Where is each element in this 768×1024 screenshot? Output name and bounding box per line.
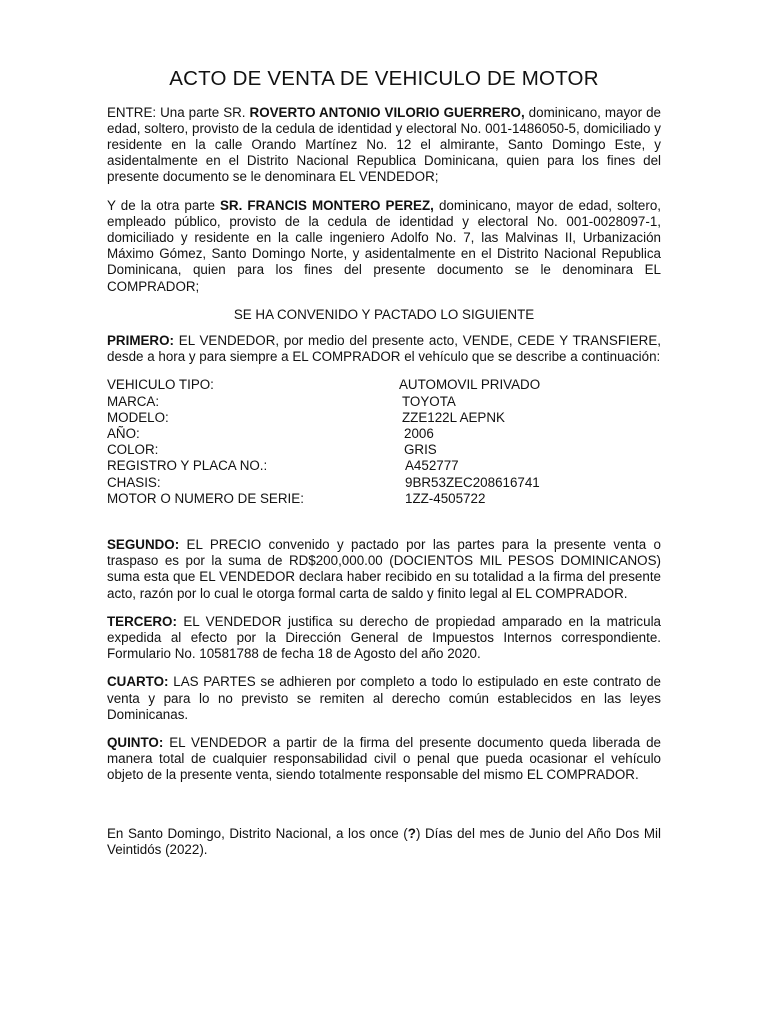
clause-quinto-label: QUINTO: [107,735,164,751]
spacer [107,796,661,826]
agreement-heading: SE HA CONVENIDO Y PACTADO LO SIGUIENTE [233,306,535,322]
clause-segundo-label: SEGUNDO: [107,536,180,552]
vehicle-specs [107,377,661,507]
spec-label: MOTOR O NUMERO DE SERIE: [107,490,304,506]
buyer-name: SR. FRANCIS MONTERO PEREZ, [220,197,434,213]
spec-label: VEHICULO TIPO: [107,377,214,393]
spec-value: A452777 [405,458,459,474]
spec-row [107,410,661,426]
seller-details: dominicano, mayor de edad, soltero, provisto de la cedula de identidad y electoral No. 001-1486050-5, domiciliado y residente en la calle Orando Martínez No. 12 el almirante, Santo Domingo Este, y asidentalmente en el Distrito Nacional Republica Dominicana, quien para los fines del presente documento se le denominara EL VENDEDOR; [107,104,661,185]
seller-name: ROVERTO ANTONIO VILORIO GUERRERO, [249,104,525,120]
spec-row [107,442,661,458]
spec-row [107,377,661,393]
clause-segundo [107,537,661,602]
document-title: ACTO DE VENTA DE VEHICULO DE MOTOR [169,67,599,90]
spec-label: COLOR: [107,442,159,458]
closing-mark: ? [407,825,416,841]
buyer-details: dominicano, mayor de edad, soltero, empleado público, provisto de la cedula de identidad y electoral No. 001-0028097-1, domiciliado y residente en la calle ingeniero Adolfo No. 7, las Malvinas II, Urbanización Máximo Gómez, Santo Domingo Norte, y asidentalmente en el Distrito Nacional Republica Dominicana, quien para los fines del presente documento se le denominara EL COMPRADOR; [107,197,661,294]
clause-segundo-text: EL PRECIO convenido y pactado por las partes para la presente venta o traspaso es por la suma de RD$200,000.00 (DOCIENTOS MIL PESOS DOMINICANOS) suma esta que EL VENDEDOR declara haber recibido en su totalidad a la firma del presente acto, razón por lo cual le otorga formal carta de saldo y finito legal al EL COMPRADOR. [107,536,661,601]
spec-row [107,426,661,442]
buyer-paragraph [107,198,661,295]
document-page [107,66,661,870]
spec-row [107,475,661,491]
clause-tercero-label: TERCERO: [107,613,177,629]
spec-row [107,491,661,507]
closing-post: ) Días del mes de Junio del Año Dos Mil Veintidós (2022). [107,825,661,857]
spec-label: CHASIS: [107,474,161,490]
seller-intro: ENTRE: Una parte SR. [107,104,250,120]
spec-label: AÑO: [107,426,140,442]
seller-paragraph [107,105,661,186]
spec-label: MODELO: [107,409,169,425]
closing-pre: En Santo Domingo, Distrito Nacional, a los once ( [107,825,408,841]
closing-paragraph [107,826,661,858]
clause-primero-label: PRIMERO: [107,333,174,349]
spec-label: MARCA: [107,393,160,409]
spec-label: REGISTRO Y PLACA NO.: [107,458,268,474]
clause-quinto [107,735,661,784]
clause-tercero-text: EL VENDEDOR justifica su derecho de propiedad amparado en la matricula expedida al efecto por la Dirección General de Impuestos Internos correspondiente. Formulario No. 10581788 de fecha 18 de Agosto del año 2020. [107,613,661,662]
spec-row [107,458,661,474]
spec-value: ZZE122L AEPNK [402,409,505,425]
buyer-intro: Y de la otra parte [107,197,220,213]
clause-quinto-text: EL VENDEDOR a partir de la firma del presente documento queda liberada de manera total de cualquier responsabilidad civil o penal que pueda ocasionar el vehículo objeto de la presente venta, siendo totalmente responsable del mismo EL COMPRADOR. [107,735,661,783]
clause-cuarto-text: LAS PARTES se adhieren por completo a todo lo estipulado en este contrato de venta y para lo no previsto se remiten al derecho común establecidos en las leyes Dominicanas. [107,674,661,722]
spec-value: TOYOTA [402,393,456,409]
spec-value: 9BR53ZEC208616741 [405,474,540,490]
clause-cuarto-label: CUARTO: [107,674,169,690]
spec-value: AUTOMOVIL PRIVADO [399,377,541,393]
spec-value: 1ZZ-4505722 [405,490,486,506]
clause-cuarto [107,674,661,723]
spec-row [107,394,661,410]
clause-primero-text: EL VENDEDOR, por medio del presente acto, VENDE, CEDE Y TRANSFIERE, desde a hora y para siempre a EL COMPRADOR el vehículo que se describe a continuación: [107,333,661,365]
spec-value: GRIS [404,442,437,458]
clause-tercero [107,614,661,663]
spec-value: 2006 [404,426,434,442]
clause-primero [107,333,661,365]
